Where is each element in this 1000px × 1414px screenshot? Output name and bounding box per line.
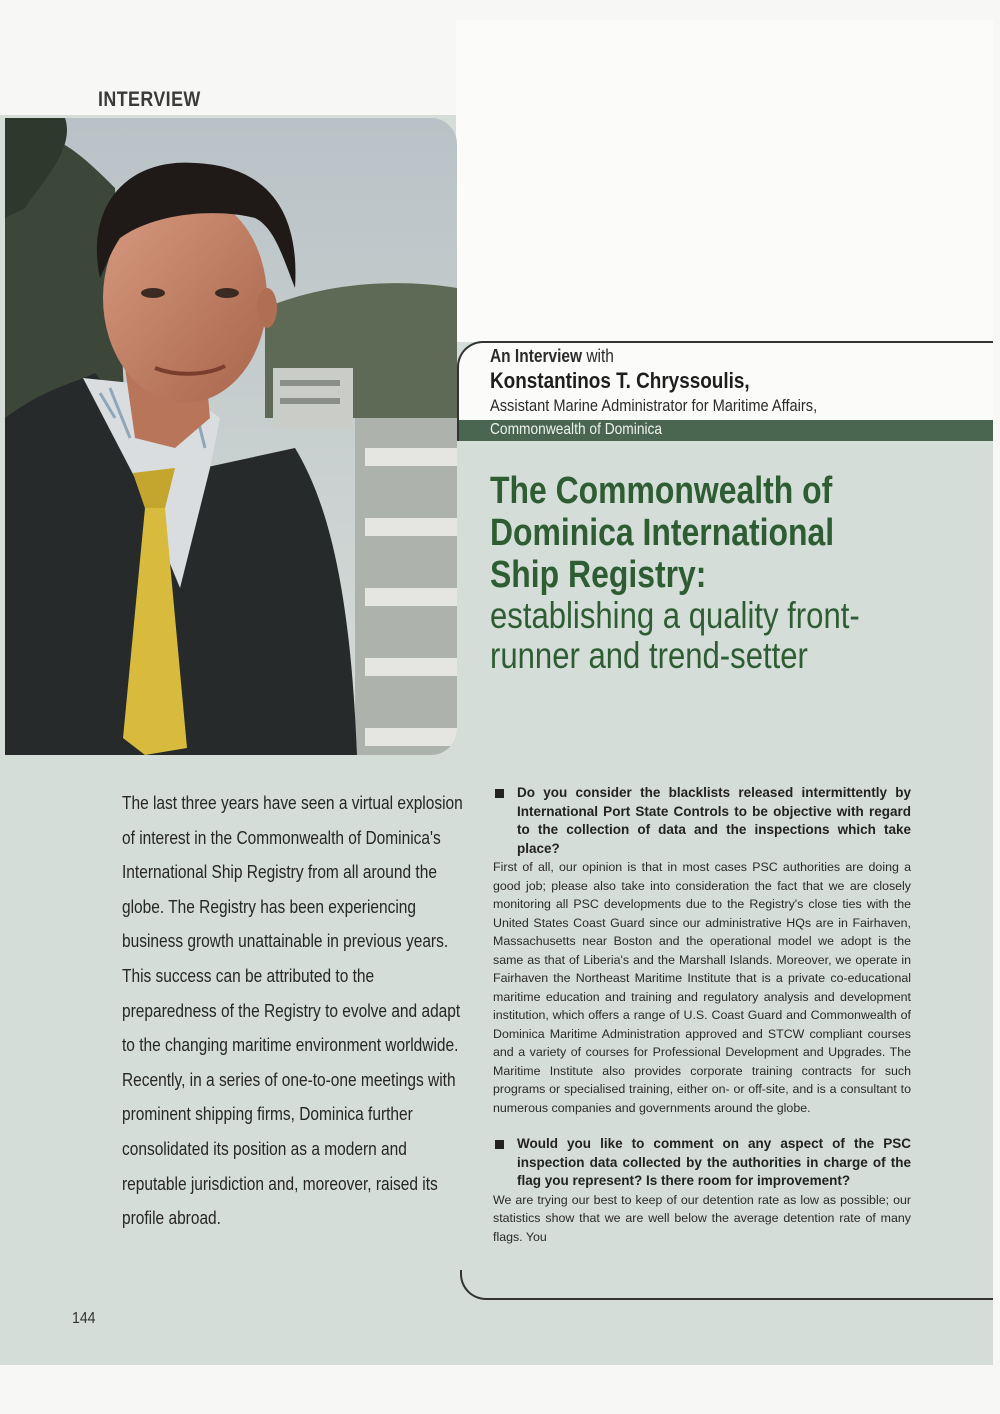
- interview-intro: [490, 346, 614, 367]
- intro-prefix: An Interview: [490, 346, 583, 366]
- headline-line: Dominica International: [490, 512, 835, 554]
- question-2: [493, 1135, 911, 1191]
- headline-line: The Commonwealth of: [490, 470, 833, 512]
- headline-line: Ship Registry:: [490, 554, 707, 596]
- answer-2: We are trying our best to keep of our detention rate as low as possible; our statistics show that we are well below the average detention rate of many flags. You: [493, 1192, 911, 1244]
- footer-rule: [460, 1270, 993, 1300]
- section-label: INTERVIEW: [98, 88, 201, 111]
- lead-paragraph: The last three years have seen a virtual explosion of interest in the Commonwealth of Dominica's International Ship Registry from all around the globe. The Registry has been experiencing business growth unattainable in previous years. This success can be attributed to the preparedness of the Registry to evolve and adapt to the changing maritime environment worldwide. Recently, in a series of one-to-one meetings with prominent shipping firms, Dominica further consolidated its position as a modern and reputable jurisdiction and, moreover, raised its profile abroad.: [122, 793, 463, 1229]
- page-number: 144: [72, 1310, 96, 1327]
- headline-subline: runner and trend-setter: [490, 635, 808, 676]
- intro-with: with: [586, 346, 614, 366]
- question-text: Do you consider the blacklists released intermittently by International Port State Controls to be objective with regard to the collection of data and the inspections which take place?: [517, 785, 911, 856]
- lead-paragraph-block: [122, 786, 463, 1236]
- portrait-illustration: [5, 118, 457, 755]
- question-text: Would you like to comment on any aspect of the PSC inspection data collected by the authorities in charge of the flag you represent? Is there room for improvement?: [517, 1136, 911, 1188]
- headline-subline: establishing a quality front-: [490, 595, 860, 636]
- portrait-photo: [5, 118, 457, 755]
- interviewee-name: Konstantinos T. Chryssoulis,: [490, 368, 750, 393]
- organization-name: Commonwealth of Dominica: [490, 421, 663, 438]
- qa-column: [493, 784, 911, 1246]
- article-headline: [490, 470, 960, 676]
- white-corner-area: [456, 20, 993, 342]
- organization-bar: [459, 420, 993, 441]
- square-bullet-icon: [495, 1140, 504, 1149]
- interviewee-role: Assistant Marine Administrator for Maritime Affairs,: [490, 396, 818, 415]
- answer-1: First of all, our opinion is that in most cases PSC authorities are doing a good job; please also take into consideration the fact that we are closely monitoring all PSC developments due to the Registry's close ties with the United States Coast Guard since our administrative HQs are in Fairhaven, Massachusetts near Boston and the operational model we adopt is the same as that of Liberia's and the Marshall Islands. Moreover, we operate in Fairhaven the Northeast Maritime Institute that is a private co-educational maritime education and training and regulatory analysis and development institution, which offers a range of U.S. Coast Guard and Commonwealth of Dominica Maritime Administration approved and STCW compliant courses and a variety of courses for Professional Development and Upgrades. The Maritime Institute also provides corporate training contracts for such programs or specialised training, either on- or off-site, and is a consultant to numerous companies and governments around the globe.: [493, 860, 911, 1115]
- question-1: [493, 784, 911, 858]
- square-bullet-icon: [495, 789, 504, 798]
